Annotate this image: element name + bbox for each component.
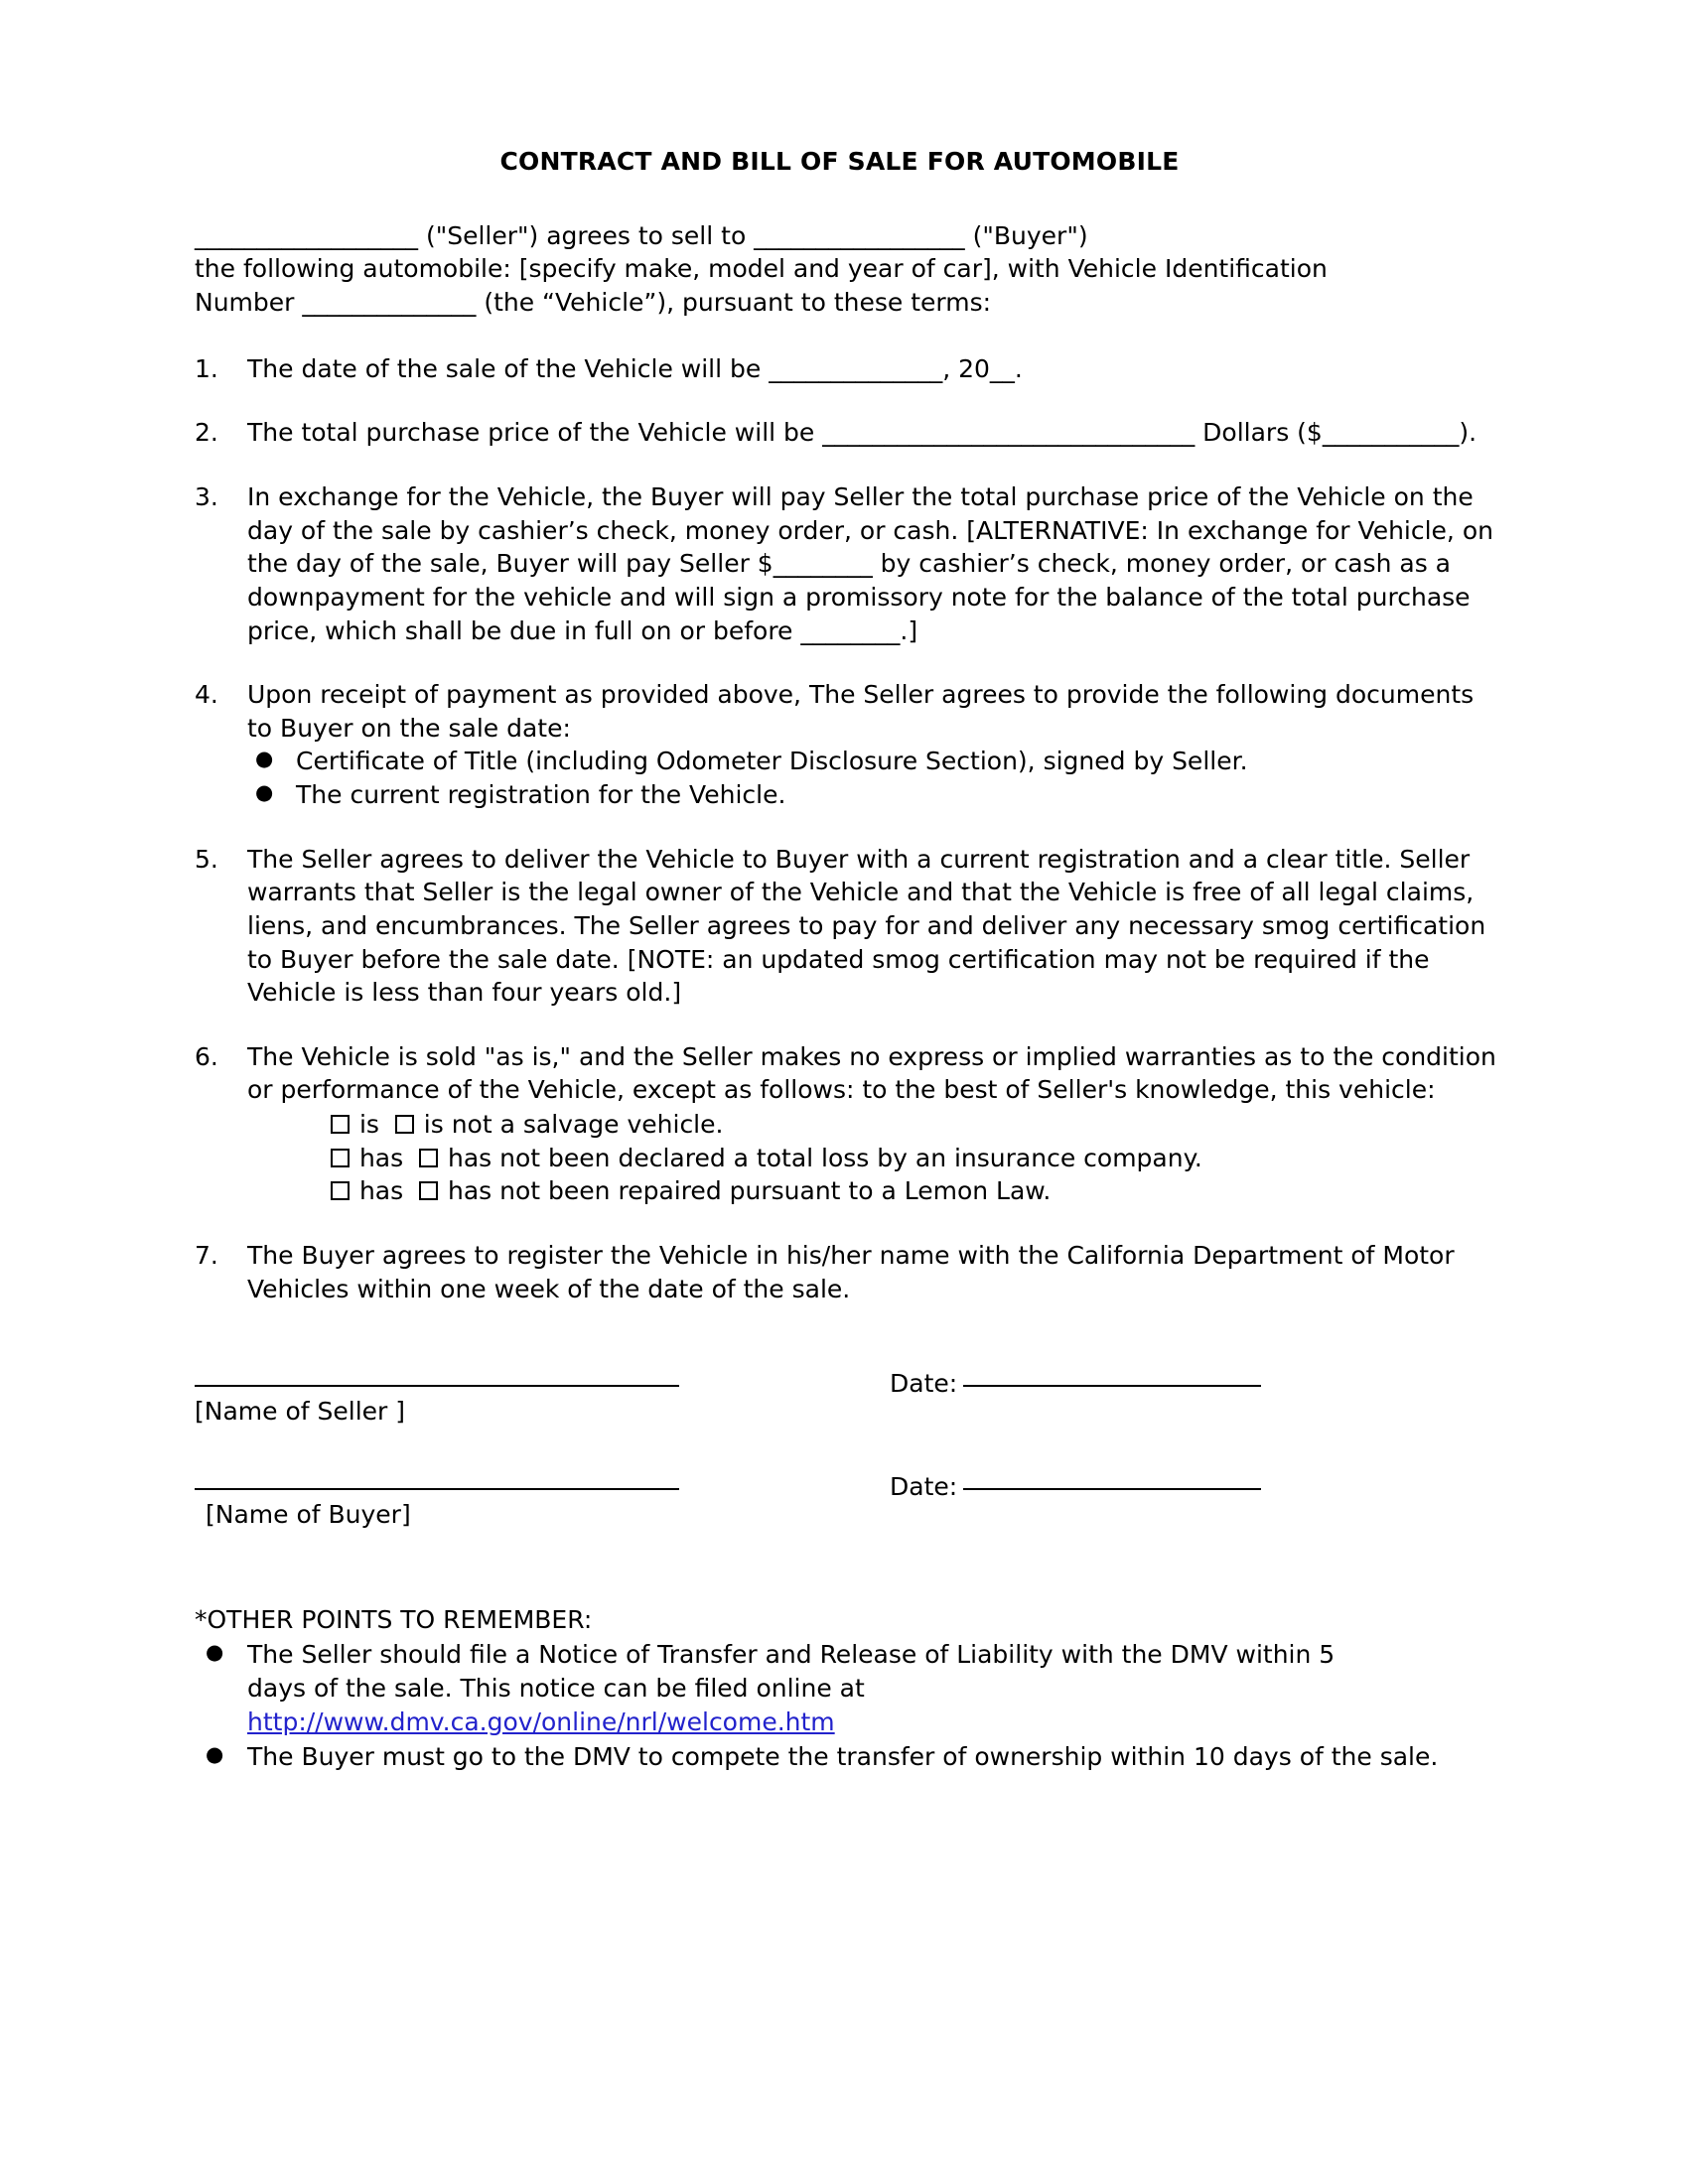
term-item-6 xyxy=(195,1040,1504,1208)
term-number: 2. xyxy=(195,418,218,448)
checkbox-label-a: has xyxy=(358,1176,404,1206)
term-text: In exchange for the Vehicle, the Buyer will pay Seller the total purchase price of the Vehicle on the day of the sale by cashier’s check, money order, or cash. [ALTERNATIVE: In exchange for Vehicle, on the day of the sale, Buyer will pay Seller $________ by cashier’s check, money order, or cash as a downpayment for the vehicle and will sign a promissory note for the balance of the total purchase price, which shall be due in full on or before ________.] xyxy=(247,482,1493,645)
date-line[interactable] xyxy=(963,1488,1261,1490)
buyer-signature-line[interactable] xyxy=(195,1488,679,1490)
other-points-heading: *OTHER POINTS TO REMEMBER: xyxy=(195,1605,593,1635)
other-points-list xyxy=(195,1638,1504,1774)
buyer-name-label: [Name of Buyer] xyxy=(206,1500,411,1530)
checkbox-line-salvage xyxy=(331,1108,1504,1142)
term-text: The total purchase price of the Vehicle will be ______________________________ Dollars ($___________). xyxy=(247,418,1477,448)
term-4-subbullets xyxy=(247,745,1504,811)
term-number: 1. xyxy=(195,353,218,383)
list-item xyxy=(195,1740,1504,1774)
checkbox-icon[interactable] xyxy=(419,1149,438,1167)
intro-paragraph xyxy=(195,219,1504,319)
checkbox-label-b: has not been repaired pursuant to a Lemon Law. xyxy=(448,1176,1052,1206)
term-6-checkbox-options xyxy=(247,1108,1504,1208)
intro-line-1: __________________ ("Seller") agrees to sell to _________________ ("Buyer") xyxy=(195,221,1088,250)
checkbox-icon[interactable] xyxy=(331,1115,350,1134)
checkbox-icon[interactable] xyxy=(331,1181,350,1200)
checkbox-icon[interactable] xyxy=(419,1181,438,1200)
term-number: 5. xyxy=(195,844,218,874)
checkbox-icon[interactable] xyxy=(331,1149,350,1167)
checkbox-label-a: has xyxy=(358,1143,404,1172)
signature-block xyxy=(195,1369,1504,1575)
date-line[interactable] xyxy=(963,1385,1261,1387)
term-item-7 xyxy=(195,1239,1504,1305)
term-text: Upon receipt of payment as provided above, The Seller agrees to provide the following documents to Buyer on the sale date: xyxy=(247,680,1475,743)
term-item-3 xyxy=(195,480,1504,647)
term-item-5 xyxy=(195,843,1504,1010)
subbullet-text: Certificate of Title (including Odometer Disclosure Section), signed by Seller. xyxy=(296,747,1248,776)
list-item xyxy=(195,1638,1504,1738)
date-label: Date: xyxy=(890,1369,958,1399)
list-item xyxy=(247,778,1504,812)
bullet-icon: ● xyxy=(206,1742,224,1767)
term-text: The Buyer agrees to register the Vehicle in his/her name with the California Department of Motor Vehicles within one week of the date of the sale. xyxy=(247,1240,1455,1303)
checkbox-line-lemon-law xyxy=(331,1174,1504,1208)
dmv-link[interactable]: http://www.dmv.ca.gov/online/nrl/welcome.htm xyxy=(247,1706,835,1736)
intro-line-2: the following automobile: [specify make, model and year of car], with Vehicle Identification xyxy=(195,254,1328,284)
page-title: CONTRACT AND BILL OF SALE FOR AUTOMOBILE xyxy=(499,147,1180,176)
other-point-1-line-1: The Seller should file a Notice of Transfer and Release of Liability with the DMV within 5 xyxy=(247,1640,1336,1670)
checkbox-label-b: is not a salvage vehicle. xyxy=(423,1110,724,1139)
term-item-4 xyxy=(195,678,1504,812)
checkbox-line-total-loss xyxy=(331,1142,1504,1175)
seller-signature-row xyxy=(195,1369,1504,1472)
seller-name-label: [Name of Seller ] xyxy=(195,1397,405,1427)
intro-line-3: Number ______________ (the “Vehicle”), pursuant to these terms: xyxy=(195,287,992,317)
term-number: 6. xyxy=(195,1041,218,1071)
checkbox-icon[interactable] xyxy=(395,1115,414,1134)
seller-signature-line[interactable] xyxy=(195,1385,679,1387)
term-text: The date of the sale of the Vehicle will be ______________, 20__. xyxy=(247,353,1023,383)
list-item xyxy=(247,745,1504,778)
term-item-1 xyxy=(195,352,1504,386)
bullet-icon: ● xyxy=(206,1640,224,1665)
term-text: The Seller agrees to deliver the Vehicle to Buyer with a current registration and a clear title. Seller warrants that Seller is the legal owner of the Vehicle and that the Vehicle is free of all legal claims, liens, and encumbrances. The Seller agrees to pay for and deliver any necessary smog certification to Buyer before the sale date. [NOTE: an updated smog certification may not be required if the Vehicle is less than four years old.] xyxy=(247,844,1486,1008)
checkbox-label-a: is xyxy=(358,1110,379,1139)
checkbox-label-b: has not been declared a total loss by an insurance company. xyxy=(448,1143,1202,1172)
buyer-date-field xyxy=(890,1470,1261,1503)
other-point-2-text: The Buyer must go to the DMV to compete the transfer of ownership within 10 days of the sale. xyxy=(247,1742,1439,1772)
seller-date-field xyxy=(890,1367,1261,1400)
buyer-signature-row xyxy=(195,1472,1504,1575)
other-point-1-line-2: days of the sale. This notice can be filed online at xyxy=(247,1674,865,1703)
term-number: 7. xyxy=(195,1240,218,1270)
terms-list xyxy=(195,352,1504,1305)
bullet-icon: ● xyxy=(255,747,274,771)
term-number: 4. xyxy=(195,680,218,710)
date-label: Date: xyxy=(890,1472,958,1502)
term-item-2 xyxy=(195,416,1504,450)
bullet-icon: ● xyxy=(255,780,274,804)
subbullet-text: The current registration for the Vehicle. xyxy=(296,780,786,809)
term-number: 3. xyxy=(195,482,218,511)
term-text: The Vehicle is sold "as is," and the Seller makes no express or implied warranties as to the condition or performance of the Vehicle, except as follows: to the best of Seller's knowledge, this vehicle: xyxy=(247,1041,1496,1105)
